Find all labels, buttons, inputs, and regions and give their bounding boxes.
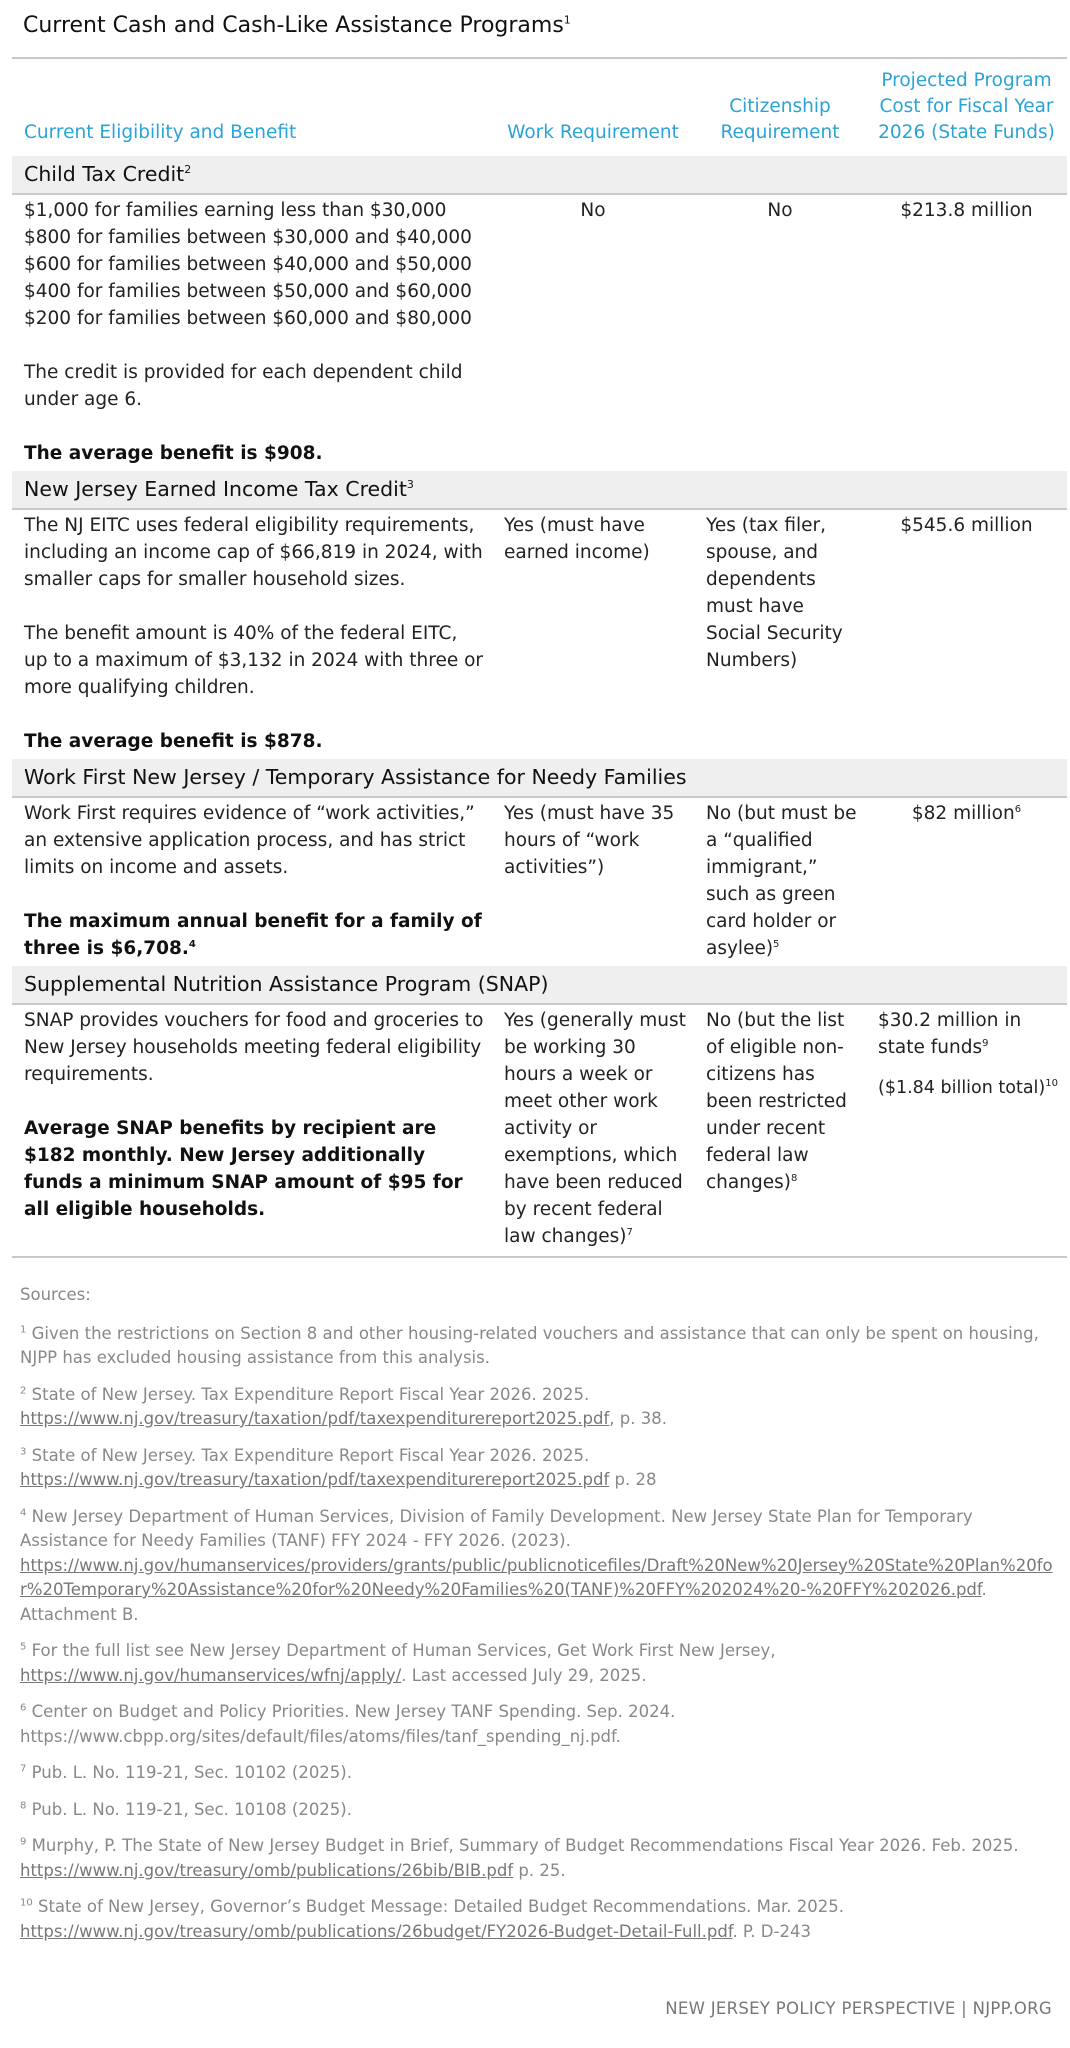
footnote: $^3$ State of New Jersey. Tax Expenditure Report Fiscal Year 2026. 2025. https://www.nj.gov/treasury/taxation/pdf/taxexpenditurereport2025.pdf p. 28 — [20, 1445, 657, 1489]
work-requirement-cell: No — [580, 200, 606, 221]
citizenship-requirement-cell: No — [767, 200, 793, 221]
footnote-link[interactable]: https://www.nj.gov/treasury/taxation/pdf/taxexpenditurereport2025.pdf — [20, 1470, 610, 1489]
table-row — [12, 194, 1067, 471]
header-eligibility: Current Eligibility and Benefit — [24, 122, 297, 143]
eligibility-cell — [12, 1004, 492, 1257]
eligibility-cell — [12, 509, 492, 759]
benefit-tier: $800 for families between $30,000 and $40,000 — [24, 227, 472, 248]
header-work-requirement: Work Requirement — [507, 122, 679, 143]
eligibility-text: Work First requires evidence of “work activities,” an extensive application process, and has strict limits on income and assets. — [24, 803, 475, 878]
footnote: $^{10}$ State of New Jersey, Governor’s Budget Message: Detailed Budget Recommendations. Mar. 2025. https://www.nj.gov/treasury/omb/publications/26budget/FY2026-Budget-Detail-Full.pdf. P. D-243 — [20, 1897, 844, 1941]
eligibility-cell — [12, 797, 492, 966]
table-row — [12, 1004, 1067, 1257]
sources-label: Sources: — [20, 1285, 91, 1304]
footnote: $^4$ New Jersey Department of Human Services, Division of Family Development. New Jersey State Plan for Temporary Assistance for Needy Families (TANF) FFY 2024 - FFY 2026. (2023). https://www.nj.gov/humanservices/providers/grants/public/publicnoticefiles/Draft%20New%20Jersey%20State%20Plan%20for%20Temporary%20Assistance%20for%20Needy%20Families%20(TANF)%20FFY%202024%20-%20FFY%202026.pdf. Attachment B. — [20, 1506, 1053, 1624]
section-title: Child Tax Credit$^2$ — [12, 156, 1067, 194]
assistance-programs-table — [12, 60, 1067, 1258]
table-header-row — [12, 60, 1067, 156]
page-title: Current Cash and Cash-Like Assistance Programs$^1$ — [23, 13, 571, 38]
eligibility-text: The benefit amount is 40% of the federal EITC, up to a maximum of $3,132 in 2024 with three or more qualifying children. — [24, 623, 484, 698]
footnote: $^5$ For the full list see New Jersey Department of Human Services, Get Work First New Jersey, https://www.nj.gov/humanservices/wfnj/apply/. Last accessed July 29, 2025. — [20, 1641, 776, 1685]
title-divider — [12, 57, 1067, 59]
section-title: Supplemental Nutrition Assistance Program (SNAP) — [12, 966, 1067, 1004]
section-title: New Jersey Earned Income Tax Credit$^3$ — [12, 471, 1067, 509]
footer-credit: NEW JERSEY POLICY PERSPECTIVE | NJPP.ORG — [665, 1999, 1052, 2018]
eligibility-note: The credit is provided for each dependent child under age 6. — [24, 362, 463, 410]
maximum-benefit: The maximum annual benefit for a family of three is $6,708.$^4$ — [24, 911, 482, 959]
benefit-tier: $1,000 for families earning less than $30,000 — [24, 200, 447, 221]
average-benefit: The average benefit is $878. — [24, 731, 323, 752]
section-snap — [12, 966, 1067, 1004]
section-title: Work First New Jersey / Temporary Assistance for Needy Families — [12, 759, 1067, 797]
eligibility-text: The NJ EITC uses federal eligibility requirements, including an income cap of $66,819 in 2024, with smaller caps for smaller household sizes. — [24, 515, 483, 590]
citizenship-requirement-cell: No (but must be a “qualified immigrant,” such as green card holder or asylee)$^5$ — [706, 803, 857, 959]
footnote: $^2$ State of New Jersey. Tax Expenditure Report Fiscal Year 2026. 2025. https://www.nj.gov/treasury/taxation/pdf/taxexpenditurereport2025.pdf, p. 38. — [20, 1384, 667, 1428]
average-benefit: Average SNAP benefits by recipient are $182 monthly. New Jersey additionally funds a minimum SNAP amount of $95 for all eligible households. — [24, 1118, 463, 1220]
program-cost-cell: $30.2 million in state funds$^9$ ($1.84 billion total)$^{10}$ — [866, 1004, 1067, 1257]
footnote: $^8$ Pub. L. No. 119-21, Sec. 10108 (2025). — [20, 1799, 352, 1819]
work-requirement-cell: Yes (generally must be working 30 hours a week or meet other work activity or exemptions, which have been reduced by recent federal law changes)$^7$ — [492, 1004, 694, 1257]
header-citizenship-requirement: Citizenship Requirement — [720, 96, 840, 143]
eligibility-text: SNAP provides vouchers for food and groceries to New Jersey households meeting federal eligibility requirements. — [24, 1010, 484, 1085]
section-child-tax-credit — [12, 156, 1067, 194]
citizenship-requirement-cell: Yes (tax filer, spouse, and dependents must have Social Security Numbers) — [706, 515, 843, 671]
footnote: $^1$ Given the restrictions on Section 8 and other housing-related vouchers and assistance that can only be spent on housing, NJPP has excluded housing assistance from this analysis. — [20, 1323, 1039, 1367]
section-nj-eitc — [12, 471, 1067, 509]
footnote-link[interactable]: https://www.nj.gov/humanservices/wfnj/apply/ — [20, 1665, 402, 1685]
work-requirement-cell: Yes (must have earned income) — [504, 515, 650, 563]
eligibility-cell — [12, 194, 492, 471]
section-work-first-tanf — [12, 759, 1067, 797]
footnote: $^9$ Murphy, P. The State of New Jersey Budget in Brief, Summary of Budget Recommendations Fiscal Year 2026. Feb. 2025. https://www.nj.gov/treasury/omb/publications/26bib/BIB.pdf p. 25. — [20, 1836, 1019, 1880]
benefit-tier: $600 for families between $40,000 and $50,000 — [24, 254, 472, 275]
footnote-link[interactable]: https://www.nj.gov/treasury/omb/publications/26budget/FY2026-Budget-Detail-Full.pdf — [20, 1921, 733, 1941]
citizenship-requirement-cell: No (but the list of eligible non-citizens has been restricted under recent federal law changes)$^8$ — [694, 1004, 866, 1257]
footnote: $^7$ Pub. L. No. 119-21, Sec. 10102 (2025). — [20, 1763, 352, 1782]
table-row — [12, 797, 1067, 966]
sources-section — [20, 1283, 1060, 1956]
program-cost-cell: $213.8 million — [900, 200, 1033, 221]
table-row — [12, 509, 1067, 759]
footnote-link[interactable]: https://www.nj.gov/treasury/taxation/pdf/taxexpenditurereport2025.pdf — [20, 1409, 610, 1428]
program-cost-cell: $82 million$^6$ — [911, 803, 1022, 824]
program-cost-cell: $545.6 million — [900, 515, 1033, 536]
footnote: $^6$ Center on Budget and Policy Priorities. New Jersey TANF Spending. Sep. 2024. https://www.cbpp.org/sites/default/files/atoms/files/tanf_spending_nj.pdf. — [20, 1702, 676, 1746]
footnote-link[interactable]: https://www.nj.gov/humanservices/providers/grants/public/publicnoticefiles/Draft%20New%20Jersey%20State%20Plan%20for%20Temporary%20Assistance%20for%20Needy%20Families%20(TANF)%20FFY%202024%20-%20FFY%202026.pdf — [20, 1555, 1053, 1599]
footnote-link[interactable]: https://www.nj.gov/treasury/omb/publications/26bib/BIB.pdf — [20, 1860, 514, 1880]
header-projected-cost: Projected Program Cost for Fiscal Year 2026 (State Funds) — [878, 70, 1055, 143]
average-benefit: The average benefit is $908. — [24, 443, 323, 464]
benefit-tier: $400 for families between $50,000 and $60,000 — [24, 281, 472, 302]
benefit-tier: $200 for families between $60,000 and $80,000 — [24, 308, 472, 329]
work-requirement-cell: Yes (must have 35 hours of “work activities”) — [504, 803, 675, 878]
